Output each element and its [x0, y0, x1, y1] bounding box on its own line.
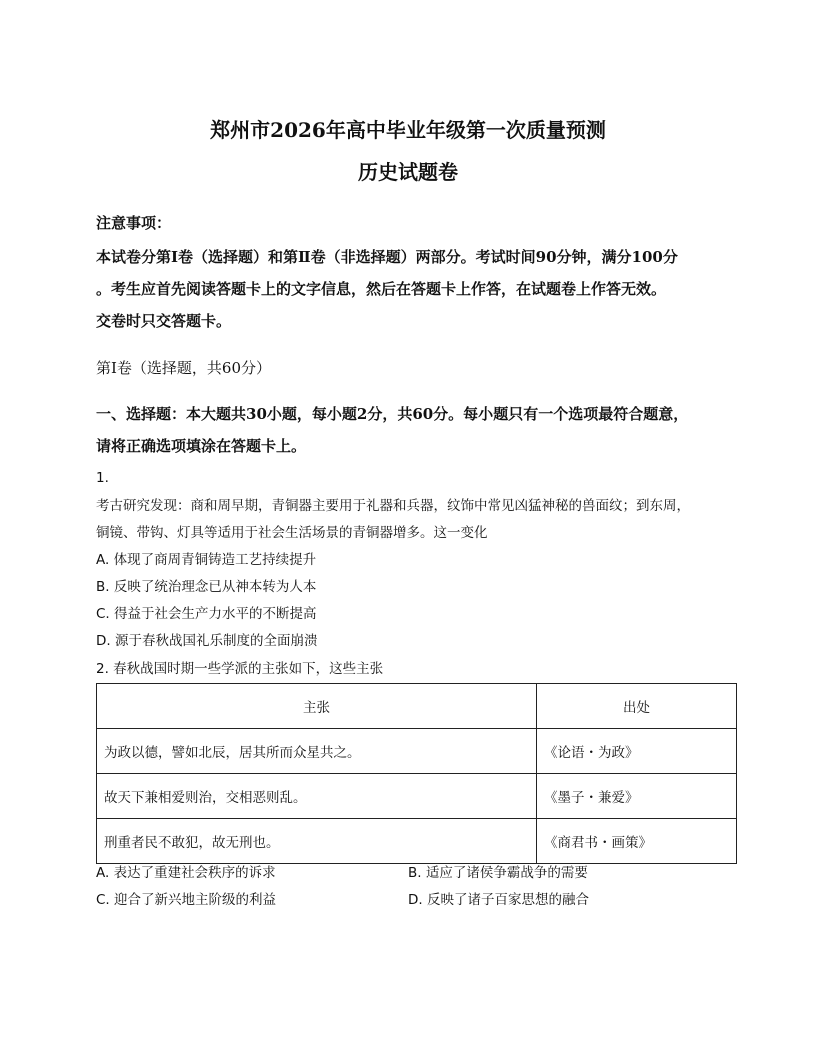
notice-heading: 注意事项： [96, 214, 172, 232]
question-stem: 铜镜、带钩、灯具等适用于社会生活场景的青铜器增多。这一变化 [96, 525, 488, 541]
question-stem: 2. 春秋战国时期一些学派的主张如下，这些主张 [96, 661, 384, 677]
question-stem: 考古研究发现：商和周早期，青铜器主要用于礼器和兵器，纹饰中常见凶猛神秘的兽面纹；到东周， [96, 498, 690, 514]
table-row [97, 774, 737, 819]
column-header: 出处 [537, 684, 737, 729]
answer-option: B. 适应了诸侯争霸战争的需要 [408, 865, 588, 881]
column-header: 主张 [97, 684, 537, 729]
sources-table [96, 683, 737, 864]
answer-option: D. 反映了诸子百家思想的融合 [408, 892, 589, 908]
answer-option: B. 反映了统治理念已从神本转为人本 [96, 579, 317, 595]
notice-line: 。考生应首先阅读答题卡上的文字信息，然后在答题卡上作答，在试题卷上作答无效。 [96, 280, 667, 298]
notice-line: 交卷时只交答题卡。 [96, 312, 232, 330]
section-instruction: 一、选择题：本大题共30小题，每小题2分，共60分。每小题只有一个选项最符合题意， [96, 405, 689, 423]
part1-heading: 第Ⅰ卷（选择题，共60分） [96, 359, 272, 377]
question-number: 1. [96, 470, 109, 486]
table-cell: 《墨子・兼爱》 [537, 774, 737, 819]
table-cell: 为政以德，譬如北辰，居其所而众星共之。 [97, 729, 537, 774]
table-cell: 《论语・为政》 [537, 729, 737, 774]
section-instruction: 请将正确选项填涂在答题卡上。 [96, 437, 307, 455]
notice-line: 本试卷分第Ⅰ卷（选择题）和第Ⅱ卷（非选择题）两部分。考试时间90分钟，满分100分 [96, 248, 678, 266]
answer-option: C. 得益于社会生产力水平的不断提高 [96, 606, 317, 622]
answer-option: A. 体现了商周青铜铸造工艺持续提升 [96, 552, 317, 568]
table-cell: 故天下兼相爱则治，交相恶则乱。 [97, 774, 537, 819]
table-row [97, 729, 737, 774]
answer-option: D. 源于春秋战国礼乐制度的全面崩溃 [96, 633, 318, 649]
table-cell: 刑重者民不敢犯，故无刑也。 [97, 819, 537, 864]
table-cell: 《商君书・画策》 [537, 819, 737, 864]
table-header-row [97, 684, 737, 729]
table-row [97, 819, 737, 864]
page-subtitle: 历史试题卷 [358, 160, 458, 184]
answer-option: A. 表达了重建社会秩序的诉求 [96, 865, 276, 881]
page-title: 郑州市2026年高中毕业年级第一次质量预测 [210, 118, 606, 142]
answer-option: C. 迎合了新兴地主阶级的利益 [96, 892, 277, 908]
